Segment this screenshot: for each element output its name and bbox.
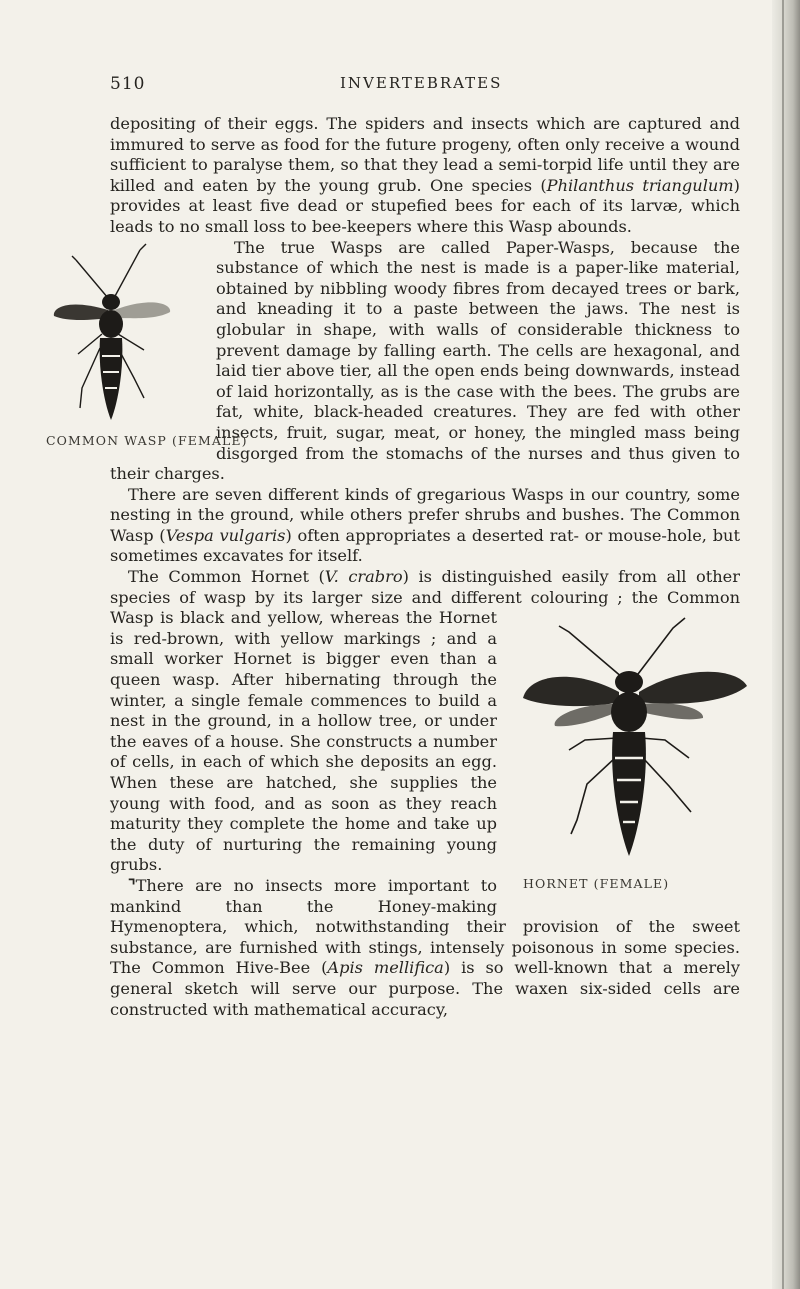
paragraph-3-end: ) often appropriates a deserted rat- or mouse-hole, but sometimes excavates for itself. bbox=[110, 525, 740, 566]
hornet-caption: HORNET (FEMALE) bbox=[523, 876, 670, 892]
page-number: 510 bbox=[110, 74, 146, 94]
paragraph-3 bbox=[110, 485, 740, 567]
paragraph-4-continued: the Common Wasp is black and yellow, whereas the Hornet is red-brown, with yellow markings ; and a small worker Hornet is bigger even than a queen wasp. After hibernating through the winter, a single female commences to build a nest in the ground, in a hollow tree, or under the eaves of a house. She constructs a number of cells, in each of which she deposits an egg. When these are hatched, she supplies the young with food, and as soon as they reach maturity they complete the home and take up the duty of nurturing the remaining young grubs. bbox=[110, 587, 740, 875]
paragraph-4-end: ) is distinguished easily from all other species of wasp by its larger size and different colouring ; bbox=[110, 567, 740, 607]
paragraph-5-text: There are no insects more important to mankind than the Honey-making Hymenoptera, which, notwithstanding their provision of the sweet substance, are furnished with stings, intensely poisonous in some species. The Common Hive-Bee ( bbox=[110, 875, 740, 978]
body-text bbox=[46, 114, 740, 1020]
paragraph-2-text: The true Wasps are called Paper-Wasps, because the substance of which the nest is made is a paper-like material, obtained by nibbling woody fibres from decayed trees or bark, and kneading it to a paste between the jaws. The nest is globular in shape, with walls of considerable thickness to prevent damage by falling earth. The cells are hexagonal, and laid tier above tier, all the open ends being downwards, instead of laid horizontally, as is the case with the bees. The grubs are fat, white, black-headed creatures. They are fed with other insects, fruit, sugar, meat, or honey, the mingled mass being disgorged from the stomachs of the nurses and thus given to their charges. bbox=[110, 237, 740, 484]
paragraph-5-end: ) is so well-known that a merely general sketch will serve our purpose. The waxen six-sided cells are constructed with mathematical accuracy, bbox=[110, 958, 740, 1019]
species-name-vespa: Vespa vulgaris bbox=[165, 525, 286, 545]
page-edge bbox=[772, 0, 800, 1289]
paragraph-1-end: ) provides at least five dead or stupefied bees for each of its larvæ, which leads to no small loss to bee-keepers where this Wasp abounds. bbox=[110, 175, 740, 236]
paragraph-1 bbox=[110, 114, 740, 238]
hornet-illustration-icon bbox=[515, 608, 765, 868]
species-name-philanthus: Philanthus triangulum bbox=[546, 175, 734, 195]
species-name-apis: Apis mellifica bbox=[327, 958, 444, 978]
paragraph-1-text: depositing of their eggs. The spiders and insects which are captured and immured to serve as food for the future progeny, often only receive a wound sufficient to paralyse them, so that they lead a semi-torpid life until they are killed and eaten by the young grub. One species ( bbox=[110, 114, 740, 195]
paragraph-mark: ⌝ bbox=[128, 875, 136, 895]
figure-common-wasp bbox=[20, 238, 248, 451]
species-name-crabro: V. crabro bbox=[324, 567, 403, 587]
running-title: INVERTEBRATES bbox=[340, 74, 503, 92]
wasp-illustration-icon bbox=[48, 238, 178, 428]
paragraph-4-text: The Common Hornet ( bbox=[128, 567, 325, 587]
paragraph-3-text: There are seven different kinds of gregarious Wasps in our country, some nesting in the ground, while others prefer shrubs and bushes. The Common Wasp ( bbox=[110, 484, 740, 545]
paragraph-4 bbox=[110, 567, 740, 892]
running-head bbox=[110, 74, 750, 102]
figure-hornet bbox=[505, 608, 770, 906]
paragraph-2 bbox=[46, 237, 740, 485]
wasp-caption: COMMON WASP (FEMALE) bbox=[46, 432, 248, 448]
